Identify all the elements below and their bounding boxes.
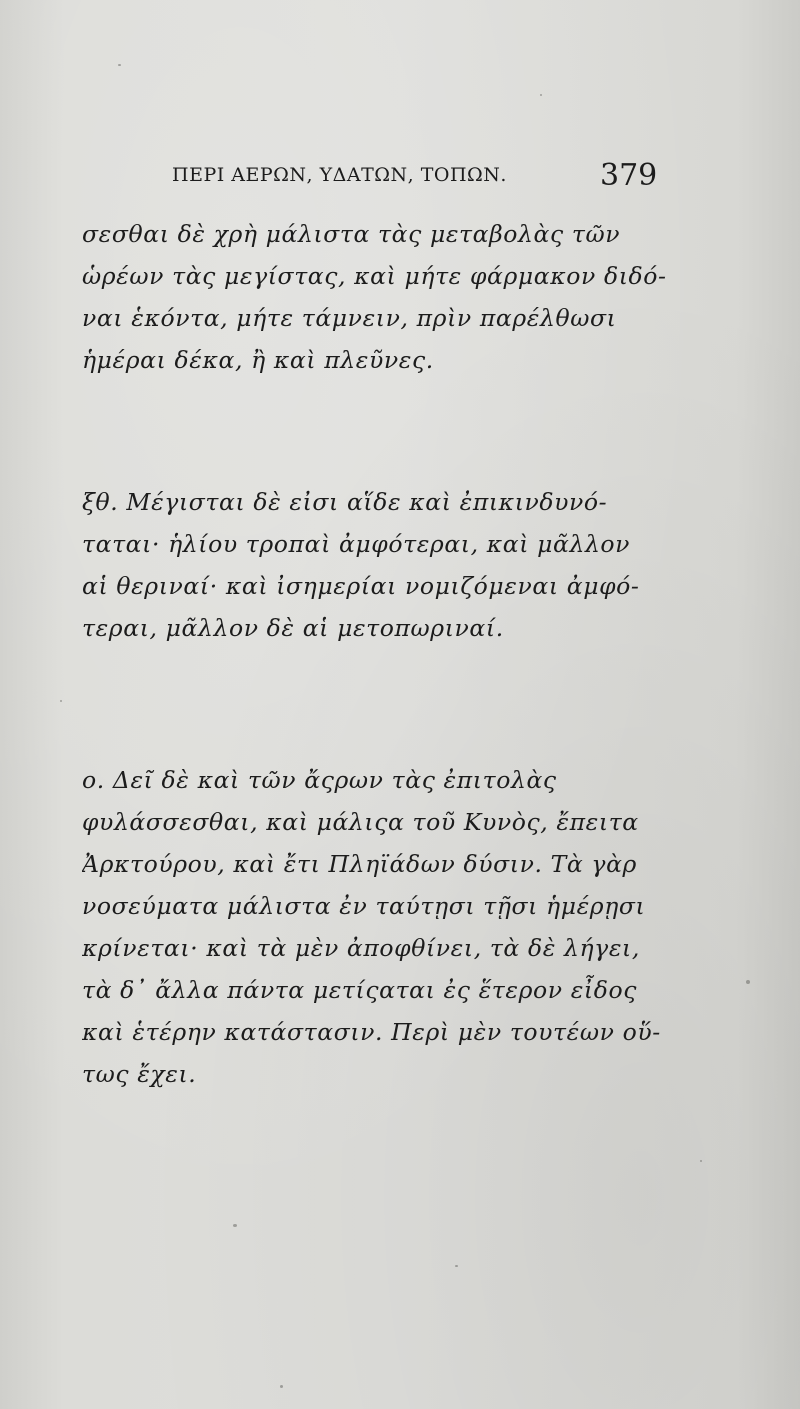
text-line: νοσεύματα μάλιστα ἐν ταύτῃσι τῇσι ἡμέρῃσι — [82, 892, 646, 920]
page-header — [172, 158, 692, 198]
text-line: τως ἔχει. — [82, 1060, 197, 1088]
text-line: ταται· ἡλίου τροπαὶ ἀμφότεραι, καὶ μᾶλλον — [82, 530, 631, 558]
paper-speck — [540, 94, 542, 96]
paragraph — [82, 213, 667, 381]
text-line: Ἀρκτούρου, καὶ ἔτι Πληϊάδων δύσιν. Τὰ γὰρ — [82, 850, 637, 878]
running-head: ΠΕΡΙ ΑΕΡΩΝ, ΥΔΑΤΩΝ, ΤΟΠΩΝ. — [172, 164, 507, 186]
text-line: κρίνεται· καὶ τὰ μὲν ἀποφθίνει, τὰ δὲ λήγει, — [82, 934, 640, 962]
paragraph — [82, 759, 667, 1095]
paragraph — [82, 481, 667, 649]
paper-speck — [233, 1224, 237, 1227]
text-line: τεραι, μᾶλλον δὲ αἱ μετοπωριναί. — [82, 614, 504, 642]
paper-speck — [700, 1160, 702, 1162]
paper-speck — [746, 980, 750, 984]
text-line: καὶ ἑτέρην κατάστασιν. Περὶ μὲν τουτέων οὕ- — [82, 1018, 661, 1046]
text-line: ξθ. Μέγισται δὲ εἰσι αἵδε καὶ ἐπικινδυνό- — [82, 488, 608, 516]
text-line: ναι ἑκόντα, μήτε τάμνειν, πρὶν παρέλθωσι — [82, 304, 617, 332]
paper-speck — [455, 1265, 458, 1267]
text-line: αἱ θεριναί· καὶ ἰσημερίαι νομιζόμεναι ἀμφό- — [82, 572, 640, 600]
text-line: τὰ δ᾽ ἄλλα πάντα μετίςαται ἐς ἕτερον εἶδος — [82, 976, 637, 1004]
text-line: σεσθαι δὲ χρὴ μάλιστα τὰς μεταβολὰς τῶν — [82, 220, 621, 248]
text-line: φυλάσσεσθαι, καὶ μάλιςα τοῦ Κυνὸς, ἔπειτα — [82, 808, 639, 836]
paper-speck — [118, 64, 121, 66]
text-line: ὡρέων τὰς μεγίστας, καὶ μήτε φάρμακον διδό- — [82, 262, 667, 290]
page-number: 379 — [600, 158, 658, 193]
text-line: ο. Δεῖ δὲ καὶ τῶν ἄςρων τὰς ἐπιτολὰς — [82, 766, 557, 794]
paper-speck — [60, 700, 62, 702]
text-line: ἡμέραι δέκα, ἢ καὶ πλεῦνες. — [82, 346, 434, 374]
paper-speck — [280, 1385, 283, 1388]
